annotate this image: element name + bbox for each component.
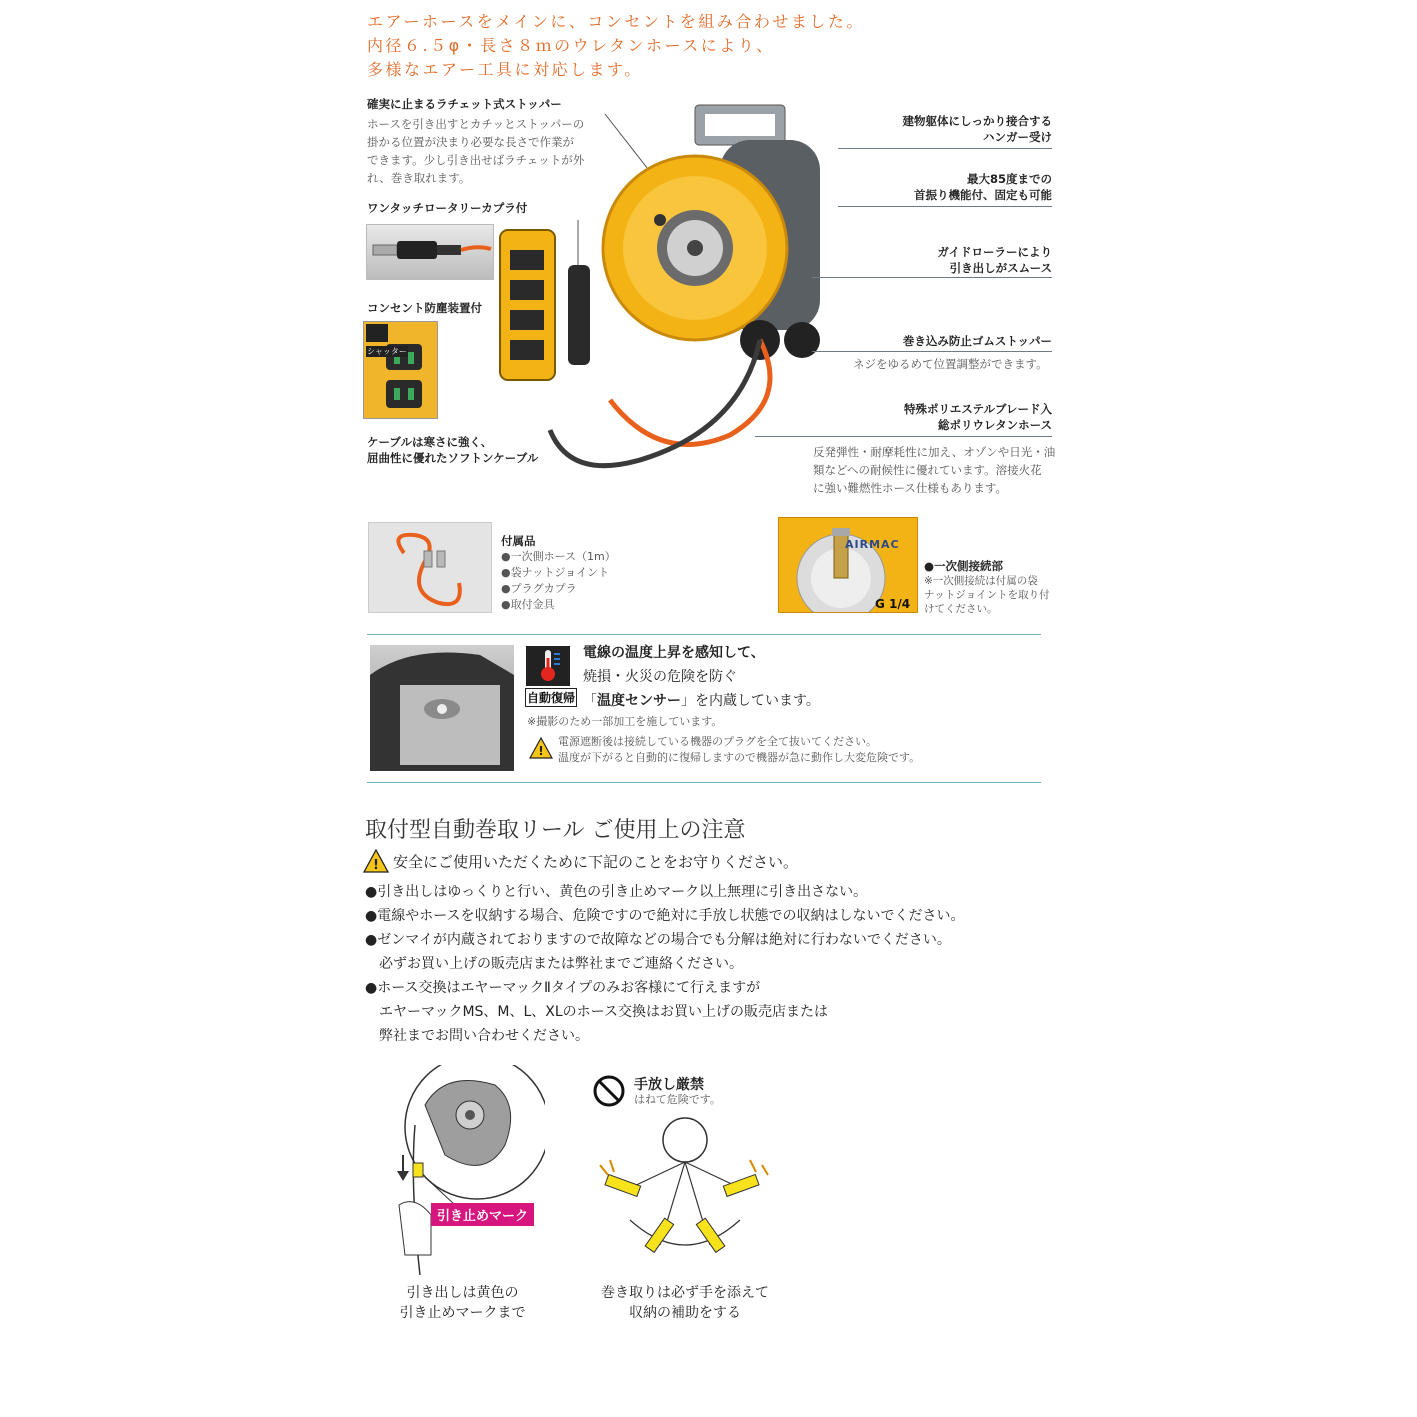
intro-line-1: エアーホースをメインに、コンセントを組み合わせました。 [367,12,865,31]
accessories-list: 付属品 ●一次側ホース（1m） ●袋ナットジョイント ●プラグカプラ ●取付金具 [501,534,616,611]
feature-rubber-stopper-desc: ネジをゆるめて位置調整ができます。 [853,357,1048,371]
intro-line-2: 内径６.５φ・長さ８ｍのウレタンホースにより、 [367,36,775,55]
primary-connection-text: ●一次側接続部 ※一次側接続は付属の袋 ナットジョイントを取り付 けてください。 [924,559,1050,615]
divider-hose [755,436,1052,437]
pull-stop-caption: 引き出しは黄色の 引き止めマークまで [399,1285,526,1321]
divider-roller [812,277,1052,278]
hands-off-caption: 巻き取りは必ず手を添えて 収納の補助をする [601,1285,769,1321]
outlet-photo [363,321,438,419]
list-item: ●ホース交換はエヤーマックⅡタイプのみお客様にて行えますが [365,980,761,996]
pull-stop-illustration [385,1065,545,1275]
list-item: 必ずお買い上げの販売店または弊社までご連絡ください。 [365,956,743,972]
sensor-line-2: 焼損・火災の危険を防ぐ [583,669,737,685]
svg-text:!: ! [538,744,544,758]
warning-icon [529,737,553,763]
sensor-warning-1: 電源遮断後は接続している機器のプラグを全て抜いてください。 [558,735,877,748]
auto-reset-label: 自動復帰 [525,688,577,707]
feature-dust-title: コンセント防塵装置付 [367,301,482,315]
sensor-top-rule [367,634,1041,635]
hands-off-sub: はねて危険です。 [634,1093,721,1106]
feature-hose-desc: 反発弾性・耐摩耗性に加え、オゾンや日光・油 類などへの耐候性に優れています。溶接火花 に強い難燃性ホース仕様もあります。 [813,445,1056,495]
feature-hanger: 建物躯体にしっかり接合する ハンガー受け [902,114,1052,144]
sensor-warning-2: 温度が下がると自動的に復帰しますので機器が急に動作し大変危険です。 [558,751,921,764]
list-item: ●引き出しはゆっくりと行い、黄色の引き止めマーク以上無理に引き出さない。 [365,884,868,900]
cautions-heading: 取付型自動巻取リール ご使用上の注意 [365,818,746,843]
thread-size-label: G 1/4 [875,597,911,611]
sensor-photo-note: ※撮影のため一部加工を施しています。 [527,715,723,728]
hose-reel-illustration [490,100,850,500]
shutter-badge: シャッター [367,347,407,356]
feature-coupler-title: ワンタッチロータリーカプラ付 [367,201,528,215]
coupler-photo [366,224,494,280]
hands-off-title: 手放し厳禁 [634,1077,704,1093]
cautions-list [365,880,965,1048]
divider-swivel [838,206,1052,207]
accessories-photo [368,522,492,613]
list-item: 弊社までお問い合わせください。 [365,1028,589,1044]
feature-hose: 特殊ポリエステルブレード入 総ポリウレタンホース [903,402,1052,432]
caution-warning-icon [363,849,389,877]
divider-stopper [812,351,1052,352]
primary-connection-photo [778,517,918,613]
divider-hanger [838,148,1052,149]
sensor-line-1: 電線の温度上昇を感知して、 [583,645,765,661]
list-item: ●ゼンマイが内蔵されておりますので故障などの場合でも分解は絶対に行わないでください。 [365,932,951,948]
svg-text:!: ! [373,858,379,873]
hands-off-illustration [590,1110,780,1275]
feature-cable: ケーブルは寒さに強く、 屈曲性に優れたソフトンケーブル [367,435,539,465]
prohibition-icon [592,1074,626,1112]
sensor-bottom-rule [367,782,1041,783]
feature-swivel: 最大85度までの 首振り機能付、固定も可能 [914,172,1052,202]
list-item: ●電線やホースを収納する場合、危険ですので絶対に手放し状態での収納はしないでください。 [365,908,965,924]
intro-line-3: 多様なエアー工具に対応します。 [367,60,643,79]
feature-rubber-stopper-title: 巻き込み防止ゴムストッパー [902,334,1052,348]
feature-ratchet-title: 確実に止まるラチェット式ストッパー [367,97,562,111]
cautions-lead: 安全にご使用いただくために下記のことをお守りください。 [393,853,799,871]
feature-roller: ガイドローラーにより 引き出しがスムース [937,245,1052,275]
brand-label: AIRMAC [845,538,900,551]
sensor-photo [370,645,514,771]
sensor-line-3: 「温度センサー」を内蔵しています。 [583,693,820,709]
pull-stop-mark-label: 引き止めマーク [431,1203,534,1226]
feature-ratchet-desc: ホースを引き出すとカチッとストッパーの 掛かる位置が決まり必要な長さで作業が できます。少し引き出せばラチェットが外 れ、巻き取れます。 [367,117,585,185]
thermometer-icon [526,646,570,686]
list-item: エヤーマックMS、M、L、XLのホース交換はお買い上げの販売店または [365,1004,828,1020]
